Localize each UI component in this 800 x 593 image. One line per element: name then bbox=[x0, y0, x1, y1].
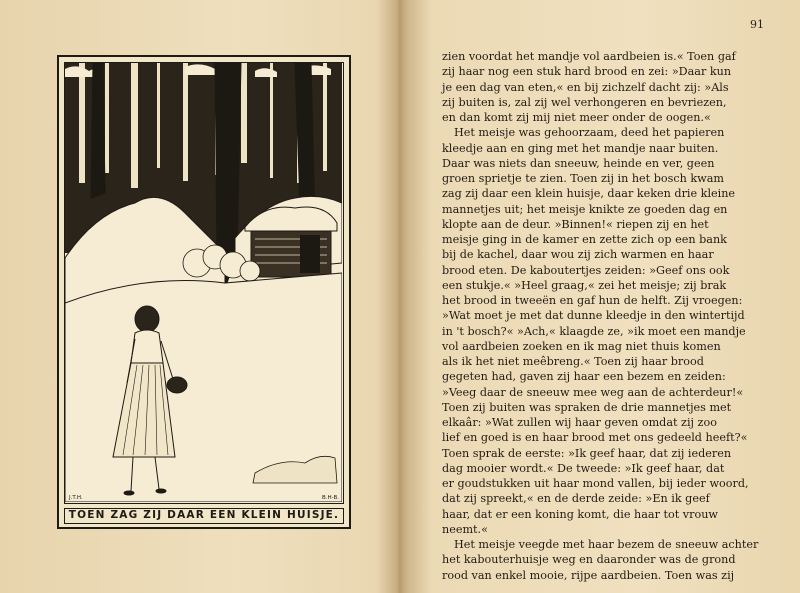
left-page bbox=[0, 0, 398, 593]
text-line: je een dag van eten,« en bij zichzelf dacht zij: »Als bbox=[442, 80, 729, 94]
text-line: bij de kachel, daar wou zij zich warmen en haar bbox=[442, 248, 714, 262]
text-line: Het meisje veegde met haar bezem de sneeuw achter bbox=[454, 538, 759, 551]
text-line: haar, dat er een koning komt, die haar tot vrouw bbox=[442, 507, 718, 521]
text-line: het kabouterhuisje weg en daaronder was de grond bbox=[442, 553, 736, 567]
text-line: in 't bosch?« »Ach,« klaagde ze, »ik moet een mandje bbox=[442, 324, 746, 338]
text-line: elkaâr: »Wat zullen wij haar geven omdat zij zoo bbox=[442, 416, 717, 429]
text-line: groen sprietje te zien. Toen zij in het bosch kwam bbox=[442, 172, 725, 185]
illustration-caption: TOEN ZAG ZIJ DAAR EEN KLEIN HUISJE. bbox=[64, 508, 344, 524]
text-line: gegeten had, gaven zij haar een bezem en zeiden: bbox=[442, 370, 726, 384]
text-line: Toen zij buiten was spraken de drie mannetjes met bbox=[442, 400, 732, 414]
text-line: dat zij spreekt,« en de derde zeide: »En ik geef bbox=[442, 492, 710, 506]
text-line: »Veeg daar de sneeuw mee weg aan de achterdeur!« bbox=[442, 385, 744, 399]
text-line: mannetjes uit; het meisje knikte ze goeden dag en bbox=[442, 202, 728, 216]
text-line: zij buiten is, zal zij wel verhongeren en bevriezen, bbox=[442, 95, 727, 109]
text-line: klopte aan de deur. »Binnen!« riepen zij en het bbox=[442, 217, 709, 231]
text-line: lief en goed is en haar brood met ons gedeeld heeft?« bbox=[442, 431, 748, 445]
illustration-plate bbox=[57, 55, 351, 529]
page-number: 91 bbox=[750, 18, 764, 31]
text-line: kleedje aan en ging met het mandje naar buiten. bbox=[442, 141, 719, 155]
text-line: er goudstukken uit haar mond vallen, bij ieder woord, bbox=[442, 477, 749, 490]
text-line: zag zij daar een klein huisje, daar keken drie kleine bbox=[442, 187, 736, 201]
forest-scene-illustration bbox=[65, 63, 342, 502]
text-line: dag mooier wordt.« De tweede: »Ik geef haar, dat bbox=[442, 461, 725, 475]
text-line: Daar was niets dan sneeuw, heinde en ver, geen bbox=[442, 156, 715, 170]
text-line: en dan komt zij mij niet meer onder de oogen.« bbox=[442, 111, 711, 124]
text-line: »Wat moet je met dat dunne kleedje in den wintertijd bbox=[442, 309, 745, 323]
text-line: Het meisje was gehoorzaam, deed het papieren bbox=[454, 126, 725, 140]
illustrator-signature-left: J.T.H. bbox=[69, 495, 83, 501]
text-line: het brood in tweeën en gaf hun de helft. Zij vroegen: bbox=[442, 294, 743, 307]
text-line: als ik het niet meêbreng.« Toen zij haar brood bbox=[442, 355, 704, 368]
text-line: zien voordat het mandje vol aardbeien is.« Toen gaf bbox=[442, 50, 736, 63]
text-line: Toen sprak de eerste: »Ik geef haar, dat zij iederen bbox=[442, 446, 732, 460]
text-line: neemt.« bbox=[442, 522, 488, 536]
text-line: brood eten. De kaboutertjes zeiden: »Geef ons ook bbox=[442, 263, 730, 277]
text-line: rood van enkel mooie, rijpe aardbeien. Toen was zij bbox=[442, 568, 735, 582]
text-line: zij haar nog een stuk hard brood en zei: »Daar kun bbox=[442, 65, 732, 79]
illustration bbox=[64, 62, 344, 504]
right-page bbox=[402, 0, 800, 593]
text-line: meisje ging in de kamer en zette zich op een bank bbox=[442, 233, 727, 246]
text-line: een stukje.« »Heel graag,« zei het meisje; zij brak bbox=[442, 278, 727, 292]
text-line: vol aardbeien zoeken en ik mag niet thuis komen bbox=[442, 339, 721, 353]
body-text bbox=[442, 49, 782, 583]
illustrator-signature-right: B.H-B. bbox=[322, 495, 339, 501]
